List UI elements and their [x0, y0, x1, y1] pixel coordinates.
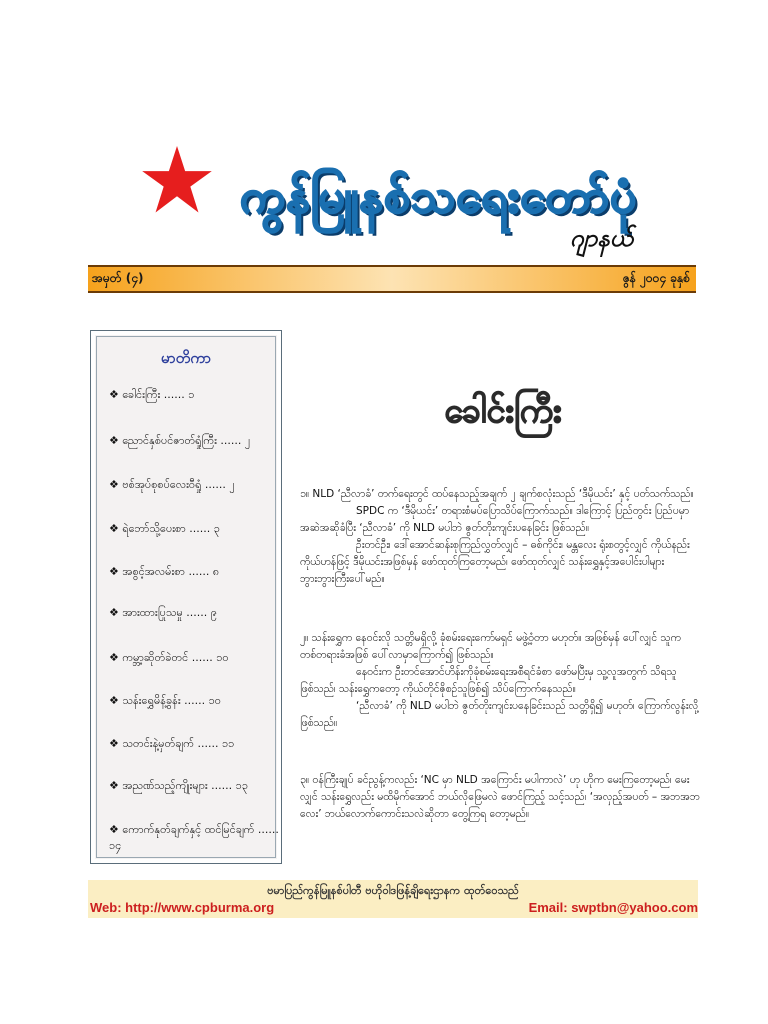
article-headline: ခေါင်းကြီး [444, 391, 562, 431]
footer-publisher: ဗမာပြည်ကွန်မြူနစ်ပါတီ ဗဟိုဝါဒဖြန့်ချိရေးဌာနက ထုတ်ဝေသည် [267, 884, 519, 897]
red-star-icon [140, 143, 214, 217]
masthead-title: ကွန်မြူနစ်သရေးတော်ပုံ [240, 169, 638, 223]
toc-item: ❖ ကောက်နုတ်ချက်နှင့် ထင်မြင်ချက် ...... ၁၄ [109, 823, 279, 852]
article-section-3 [300, 772, 700, 823]
toc-title: မာတိကာ [160, 349, 212, 367]
article-paragraph: ၃။ ဝန်ကြီးချုပ် ခင်ညွန့်ကလည်း ‘NC မှာ NLD အကြောင်း မပါကာလဲ’ ဟု ဟိုက မေးကြတော့မည်၊ မေးလျှင် သန်းရွှေလည်း မထိမိုက်အောင် ဘယ်လိုဖြေမလဲ ဖောင်ကြည့် သင့်သည်၊ ‘အလှည့်အပတ် – အဘအဘလေး’ ဘယ်လောက်ကောင်းသလဲဆိုတာ တွေ့ကြရ တော့မည်။ [300, 774, 700, 820]
toc-item: ❖ အားထားပြုသမှု ...... ၉ [109, 606, 217, 619]
article-paragraph: နေဝင်းက ဦးတင်အောင်ဟိန်းကိုခုံစမ်းရေးအစီရင်ခံစာ ဖော်မပြီးမှ သူ့လူအတွက် သိရသူ ဖြစ်သည်၊ သန်းရွှေကတော့ ကိုယ်တိုင်ဇိုစဉ်သူဖြစ်၍ သိပ်ကြောက်နေသည်။ [300, 666, 677, 695]
footer-web-link[interactable]: Web: http://www.cpburma.org [90, 900, 275, 915]
masthead-subtitle: ဂျာနယ် [570, 223, 634, 252]
issue-bar [88, 265, 696, 293]
issue-date: ဇွန် ၂၀၀၄ ခုနှစ် [622, 271, 690, 285]
article-paragraph: ၂။ သန်းရွှေက နေဝင်းလို သတ္တိမရှိလို့ ခုံစမ်းရေးကော်မရှင် မဖွဲ့ဝံ့တာ မဟုတ်။ အဖြစ်မှန် ပေါ်လျှင် သူက တစ်တရားခံအဖြစ် ပေါ်လာမှာကြောက်၍ ဖြစ်သည်။ [300, 632, 681, 661]
toc-item: ❖ အညဏ်သည့်ကျိုးများ ...... ၁၃ [109, 779, 249, 792]
toc-item: ❖ ကမ္ဘာ့ဆိုတ်ခဲတင် ...... ၁၀ [109, 651, 229, 664]
article-section-1 [300, 486, 700, 588]
toc-frame [96, 336, 279, 858]
article-section-2 [300, 630, 700, 732]
toc-item: ❖ ခေါင်းကြီး ...... ၁ [109, 388, 195, 401]
toc-item: ❖ သတင်းနဲ့မှတ်ချက် ...... ၁၁ [109, 737, 235, 750]
article-paragraph: SPDC က ‘ဒီမိုယင်း’ တရားစံမပ်ပြောသိပ်ကြောက်သည်။ ဒါကြောင့် ပြည်တွင်း ပြည်ပမှာ အဆဲအဆိုခံပြီး ‘ညီလာခံ’ ကို NLD မပါဘဲ ဇွတ်တိုးကျင်းပနေခြင်း ဖြစ်သည်။ [300, 505, 690, 534]
article-paragraph: ၁။ NLD ‘ညီလာခံ’ တက်ရေးတွင် ထပ်နေသည့်အချက် ၂ ချက်စလုံးသည် ‘ဒီမိုယင်း’ နှင့် ပတ်သက်သည်။ [300, 488, 694, 500]
footer [88, 880, 698, 918]
toc-item: ❖ ရဲဘော်သို့ပေးစာ ...... ၃ [109, 522, 220, 535]
toc-item: ❖ သန်းရွှေမိန့်ခွန်း ...... ၁၀ [109, 694, 221, 707]
article-paragraph: ဦးတင်ဦး၊ ဒေါ်အောင်ဆန်းစုကြည်လွှတ်လျှင် – ဓစ်ကိုင်း၊ မန္တလေး ရုံးစတွင့်လျှင် ကိုယ်နည်းကိုယ်ဟန်ဖြင့် ဒီမိုယင်းအဖြစ်မှန် ဖော်ထုတ်ကြတော့မည်၊ ဖော်ထုတ်လျှင် သန်းရွှေနှင့်အပေါင်းပါများ ဘွားဘွားကြီးပေါ်မည်။ [300, 539, 690, 585]
table-of-contents [90, 330, 282, 864]
toc-item: ❖ ညောင်နှစ်ပင်ဇာတ်ရှုံကြီး ...... ၂ [109, 434, 251, 447]
toc-item: ❖ အစွင့်အလမ်းစာ ...... ၈ [109, 565, 220, 578]
article-paragraph: ‘ညီလာခံ’ ကို NLD မပါဘဲ ဇွတ်တိုးကျင်းပနေခြင်းသည် သတ္တိရှိ၍ မဟုတ်၊ ကြောက်လွန်းလို့ ဖြစ်သည်။ [300, 700, 699, 729]
issue-number: အမှတ် (၄) [92, 271, 144, 285]
footer-email-link[interactable]: Email: swptbn@yahoo.com [528, 900, 698, 915]
toc-item: ❖ ဗစ်အုပ်စုစပ်လေးဝီရှုံ ...... ၂ [109, 478, 235, 491]
